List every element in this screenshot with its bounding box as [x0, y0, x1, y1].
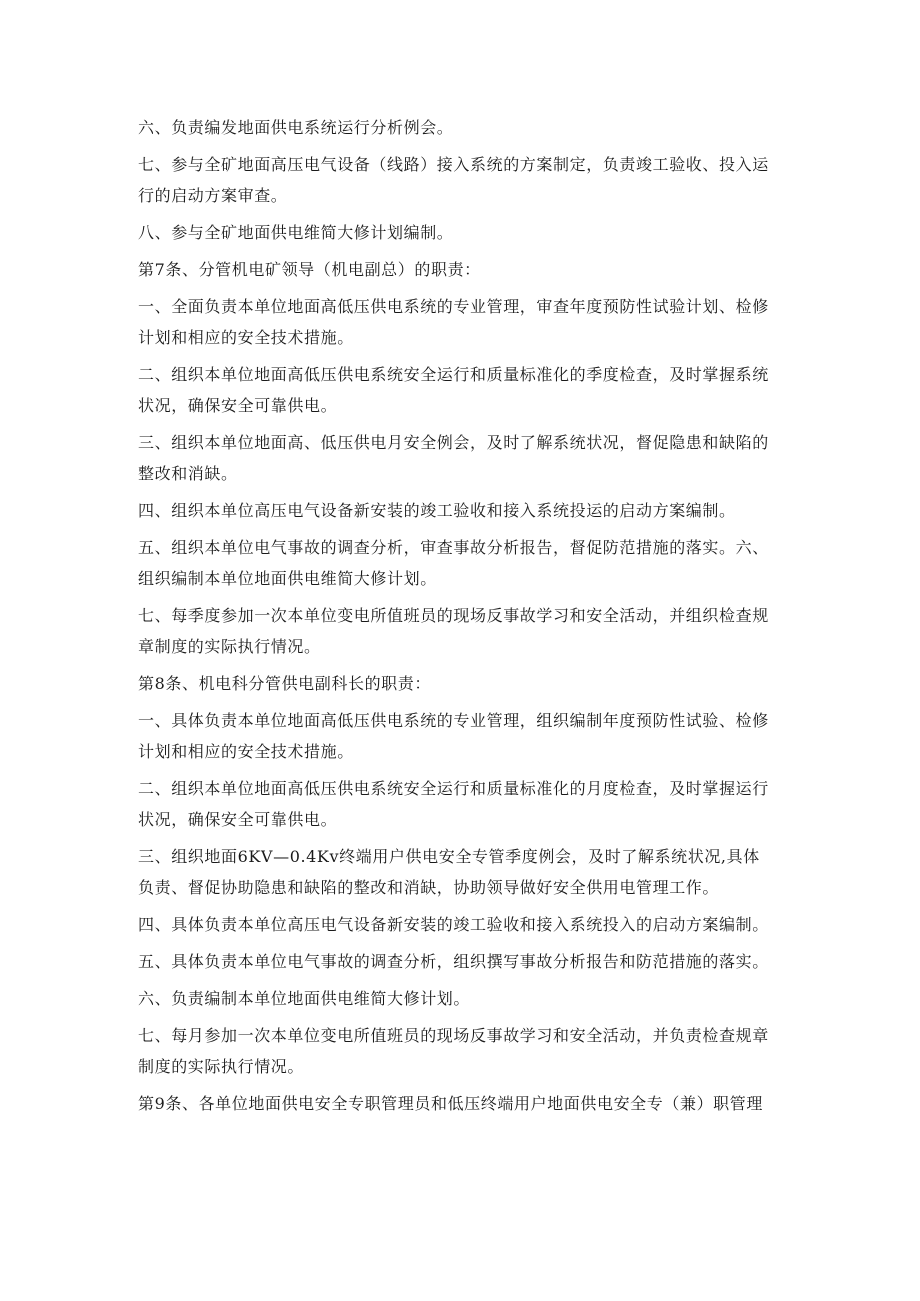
- text-line: 四、具体负责本单位高压电气设备新安装的竣工验收和接入系统投入的启动方案编制。: [138, 915, 769, 934]
- paragraph-2: [138, 149, 798, 211]
- text-line: 计划和相应的安全技术措施。: [138, 328, 354, 347]
- text-line: 状况，确保安全可靠供电。: [138, 810, 338, 829]
- paragraph-18: [138, 1020, 798, 1082]
- text-line: 计划和相应的安全技术措施。: [138, 742, 354, 761]
- text-line: 三、组织地面6KV—0.4Kv终端用户供电安全专管季度例会，及时了解系统状况,具体: [138, 847, 760, 866]
- paragraph-1: [138, 112, 798, 143]
- text-line: 第9条、各单位地面供电安全专职管理员和低压终端用户地面供电安全专（兼）职管理: [138, 1094, 763, 1113]
- text-line: 一、全面负责本单位地面高低压供电系统的专业管理，审查年度预防性试验计划、检修: [138, 297, 769, 316]
- text-line: 制度的实际执行情况。: [138, 1057, 305, 1076]
- text-line: 六、负责编制本单位地面供电维简大修计划。: [138, 989, 471, 1008]
- text-line: 整改和消缺。: [138, 464, 238, 483]
- paragraph-14: [138, 841, 798, 903]
- text-line: 四、组织本单位高压电气设备新安装的竣工验收和接入系统投运的启动方案编制。: [138, 501, 736, 520]
- paragraph-9: [138, 532, 798, 594]
- paragraph-17: [138, 983, 798, 1014]
- paragraph-10: [138, 600, 798, 662]
- text-line: 七、每季度参加一次本单位变电所值班员的现场反事故学习和安全活动，并组织检查规: [138, 606, 769, 625]
- article-9-heading: [138, 1088, 798, 1119]
- text-line: 第8条、机电科分管供电副科长的职责：: [138, 674, 431, 693]
- text-line: 章制度的实际执行情况。: [138, 637, 321, 656]
- text-line: 组织编制本单位地面供电维简大修计划。: [138, 569, 437, 588]
- text-line: 五、组织本单位电气事故的调查分析，审查事故分析报告，督促防范措施的落实。六、: [138, 538, 769, 557]
- text-line: 八、参与全矿地面供电维简大修计划编制。: [138, 223, 454, 242]
- paragraph-12: [138, 705, 798, 767]
- paragraph-8: [138, 495, 798, 526]
- paragraph-3: [138, 217, 798, 248]
- text-line: 状况，确保安全可靠供电。: [138, 396, 338, 415]
- text-line: 二、组织本单位地面高低压供电系统安全运行和质量标准化的季度检查，及时掌握系统: [138, 365, 769, 384]
- text-line: 三、组织本单位地面高、低压供电月安全例会，及时了解系统状况，督促隐患和缺陷的: [138, 433, 769, 452]
- text-line: 第7条、分管机电矿领导（机电副总）的职责：: [138, 260, 481, 279]
- paragraph-16: [138, 946, 798, 977]
- document-page: [138, 112, 798, 1125]
- paragraph-15: [138, 909, 798, 940]
- text-line: 一、具体负责本单位地面高低压供电系统的专业管理，组织编制年度预防性试验、检修: [138, 711, 769, 730]
- text-line: 七、每月参加一次本单位变电所值班员的现场反事故学习和安全活动，并负责检查规章: [138, 1026, 769, 1045]
- text-line: 负责、督促协助隐患和缺陷的整改和消缺，协助领导做好安全供用电管理工作。: [138, 878, 720, 897]
- text-line: 行的启动方案审查。: [138, 186, 288, 205]
- text-line: 二、组织本单位地面高低压供电系统安全运行和质量标准化的月度检查，及时掌握运行: [138, 779, 769, 798]
- text-line: 七、参与全矿地面高压电气设备（线路）接入系统的方案制定，负责竣工验收、投入运: [138, 155, 769, 174]
- paragraph-6: [138, 359, 798, 421]
- paragraph-5: [138, 291, 798, 353]
- article-8-heading: [138, 668, 798, 699]
- text-line: 六、负责编发地面供电系统运行分析例会。: [138, 118, 454, 137]
- paragraph-7: [138, 427, 798, 489]
- text-line: 五、具体负责本单位电气事故的调查分析，组织撰写事故分析报告和防范措施的落实。: [138, 952, 769, 971]
- article-7-heading: [138, 254, 798, 285]
- paragraph-13: [138, 773, 798, 835]
